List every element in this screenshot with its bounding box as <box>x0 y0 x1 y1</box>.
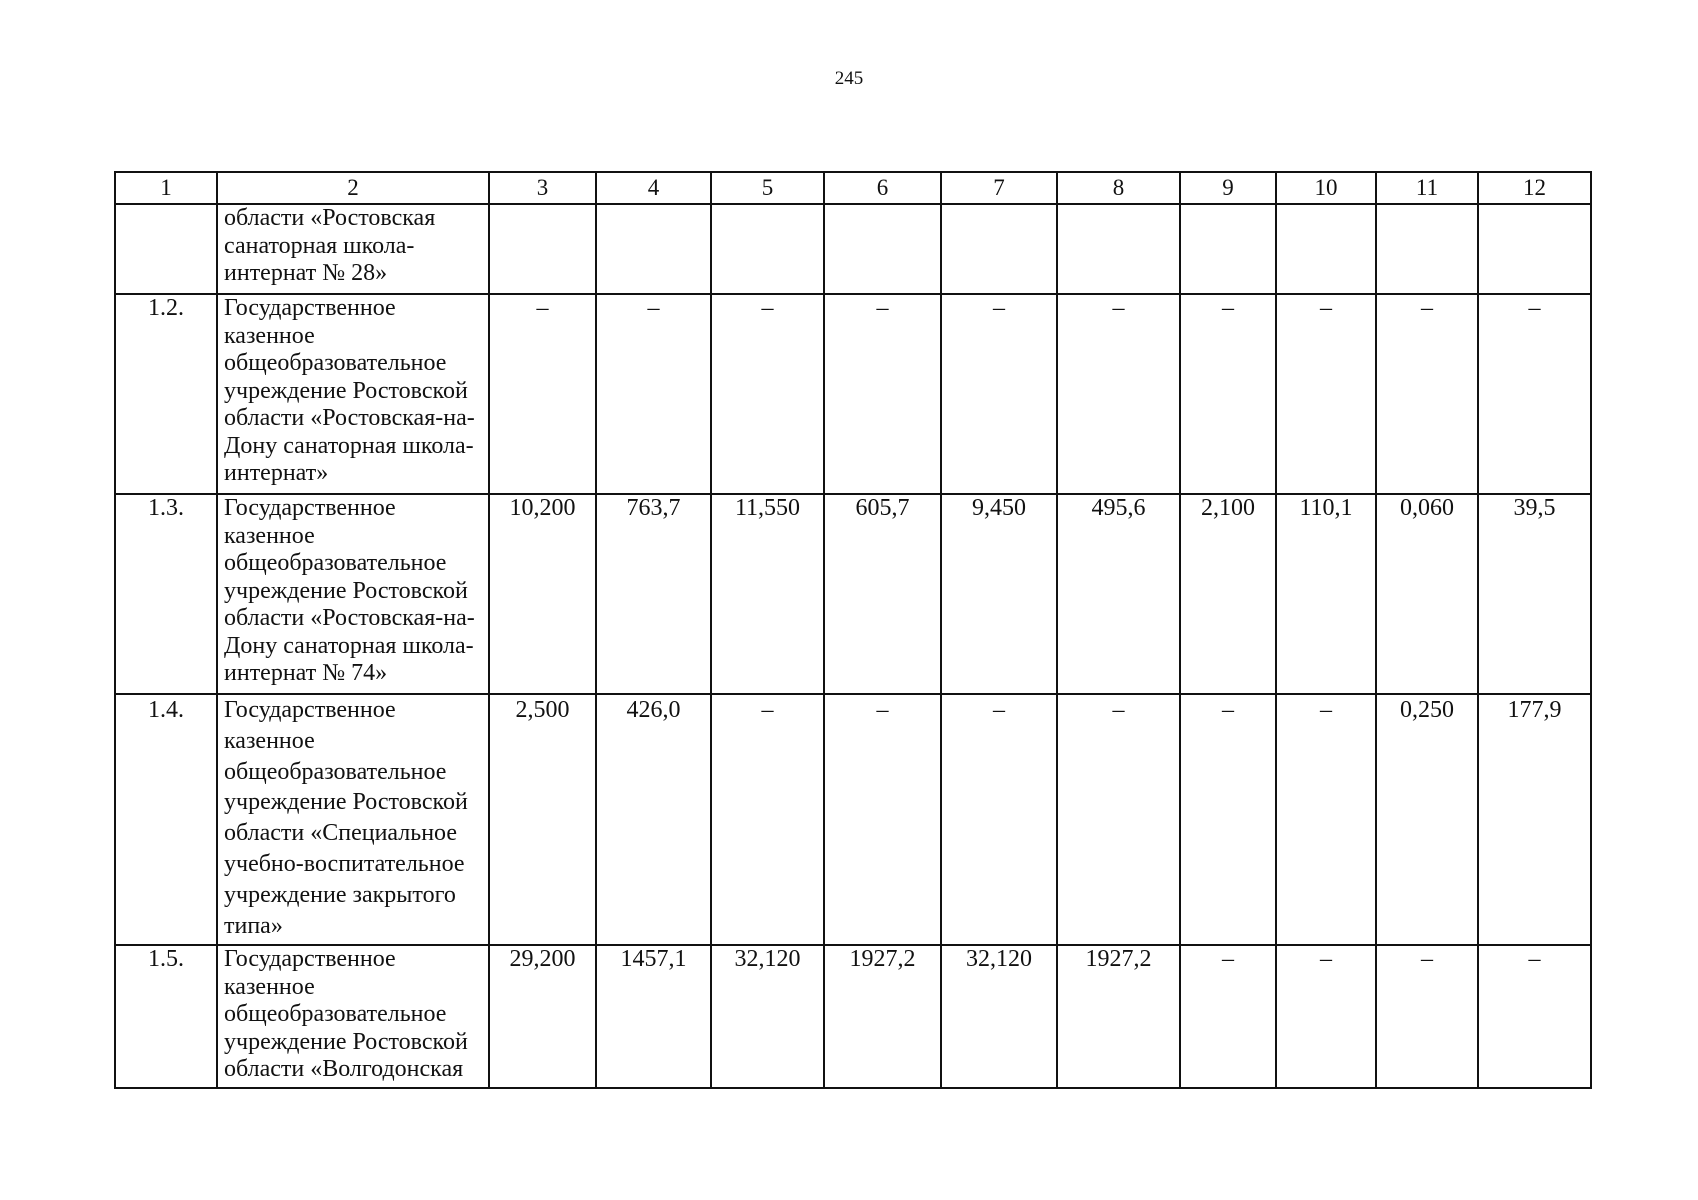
value-cell: 2,100 <box>1180 494 1276 694</box>
column-number: 5 <box>711 172 824 204</box>
value-cell: – <box>1276 694 1376 945</box>
column-number: 8 <box>1057 172 1180 204</box>
value-cell: – <box>1276 294 1376 494</box>
column-number: 7 <box>941 172 1057 204</box>
value-cell <box>596 204 711 294</box>
table-row <box>115 494 1591 694</box>
value-cell: – <box>1276 945 1376 1088</box>
value-cell: – <box>941 694 1057 945</box>
value-cell: – <box>824 694 941 945</box>
value-cell <box>1180 204 1276 294</box>
value-cell: 11,550 <box>711 494 824 694</box>
column-number: 10 <box>1276 172 1376 204</box>
value-cell <box>489 204 596 294</box>
column-number: 1 <box>115 172 217 204</box>
value-cell: 0,250 <box>1376 694 1478 945</box>
value-cell <box>1376 204 1478 294</box>
value-cell: – <box>489 294 596 494</box>
value-cell: 32,120 <box>711 945 824 1088</box>
value-cell: 29,200 <box>489 945 596 1088</box>
value-cell: – <box>1057 294 1180 494</box>
table-row <box>115 294 1591 494</box>
value-cell: – <box>1057 694 1180 945</box>
value-cell: 9,450 <box>941 494 1057 694</box>
value-cell: – <box>1180 945 1276 1088</box>
institution-name: Государственное казенное общеобразовательное учреждение Ростовской области «Специальное учебно-воспитательное учреждение закрытого типа» <box>217 694 489 945</box>
value-cell: 495,6 <box>1057 494 1180 694</box>
value-cell <box>1478 204 1591 294</box>
value-cell: – <box>1376 945 1478 1088</box>
value-cell: 763,7 <box>596 494 711 694</box>
column-number: 12 <box>1478 172 1591 204</box>
column-number: 4 <box>596 172 711 204</box>
value-cell <box>1276 204 1376 294</box>
column-number-row <box>115 172 1591 204</box>
value-cell: 1927,2 <box>824 945 941 1088</box>
value-cell: 2,500 <box>489 694 596 945</box>
value-cell: – <box>1180 294 1276 494</box>
data-table <box>114 171 1592 1089</box>
value-cell: 1927,2 <box>1057 945 1180 1088</box>
value-cell: – <box>596 294 711 494</box>
value-cell: – <box>1478 294 1591 494</box>
row-number: 1.4. <box>115 694 217 945</box>
institution-name: Государственное казенное общеобразовательное учреждение Ростовской области «Ростовская-на-Дону санаторная школа-интернат» <box>217 294 489 494</box>
row-number <box>115 204 217 294</box>
value-cell <box>1057 204 1180 294</box>
value-cell: 10,200 <box>489 494 596 694</box>
value-cell <box>824 204 941 294</box>
value-cell: 110,1 <box>1276 494 1376 694</box>
table-row <box>115 945 1591 1088</box>
table-row <box>115 694 1591 945</box>
institution-name: Государственное казенное общеобразовательное учреждение Ростовской области «Волгодонская <box>217 945 489 1088</box>
row-number: 1.5. <box>115 945 217 1088</box>
table-row <box>115 204 1591 294</box>
page-number: 245 <box>834 68 864 89</box>
value-cell: – <box>711 694 824 945</box>
value-cell: 32,120 <box>941 945 1057 1088</box>
value-cell: – <box>941 294 1057 494</box>
column-number: 6 <box>824 172 941 204</box>
row-number: 1.2. <box>115 294 217 494</box>
row-number: 1.3. <box>115 494 217 694</box>
value-cell: – <box>1478 945 1591 1088</box>
value-cell <box>711 204 824 294</box>
value-cell: 605,7 <box>824 494 941 694</box>
column-number: 9 <box>1180 172 1276 204</box>
value-cell: 39,5 <box>1478 494 1591 694</box>
column-number: 3 <box>489 172 596 204</box>
value-cell: – <box>824 294 941 494</box>
value-cell: 1457,1 <box>596 945 711 1088</box>
value-cell: – <box>1180 694 1276 945</box>
value-cell: 177,9 <box>1478 694 1591 945</box>
value-cell: – <box>711 294 824 494</box>
value-cell: 426,0 <box>596 694 711 945</box>
value-cell: 0,060 <box>1376 494 1478 694</box>
column-number: 2 <box>217 172 489 204</box>
institution-name: области «Ростовская санаторная школа-интернат № 28» <box>217 204 489 294</box>
value-cell <box>941 204 1057 294</box>
column-number: 11 <box>1376 172 1478 204</box>
value-cell: – <box>1376 294 1478 494</box>
institution-name: Государственное казенное общеобразовательное учреждение Ростовской области «Ростовская-на-Дону санаторная школа-интернат № 74» <box>217 494 489 694</box>
